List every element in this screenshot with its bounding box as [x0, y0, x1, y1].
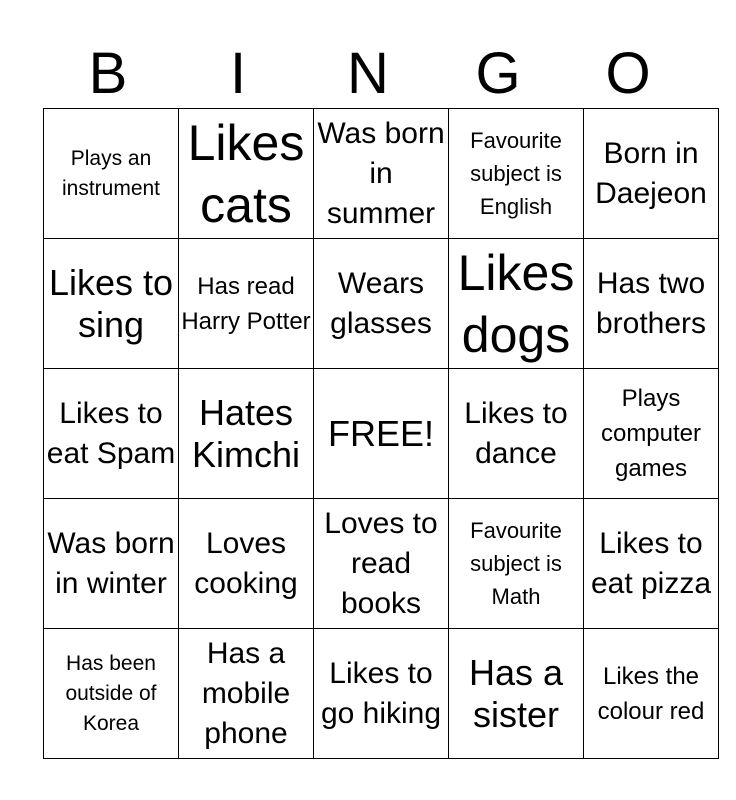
- cell-text: Likes cats: [187, 114, 305, 233]
- cell-text: Likes to dance: [464, 396, 568, 470]
- cell-text: Likes to eat pizza: [590, 526, 712, 600]
- bingo-cell[interactable]: [314, 629, 449, 759]
- cell-text: Hates Kimchi: [191, 391, 301, 475]
- cell-text: Likes dogs: [457, 244, 575, 363]
- bingo-cell[interactable]: [584, 109, 719, 239]
- bingo-cell[interactable]: [584, 239, 719, 369]
- header-letter-b: B: [88, 41, 128, 106]
- bingo-cell[interactable]: [44, 369, 179, 499]
- bingo-cell[interactable]: [314, 239, 449, 369]
- cell-text: Likes to go hiking: [320, 656, 442, 730]
- board-row: [44, 239, 719, 369]
- cell-text: Has a sister: [468, 651, 564, 735]
- bingo-cell[interactable]: [44, 629, 179, 759]
- cell-text: Favourite subject is English: [470, 128, 562, 219]
- header-letter-g: G: [475, 41, 521, 106]
- header-letter-i: I: [229, 41, 247, 106]
- free-space-label: FREE!: [327, 412, 434, 454]
- bingo-cell[interactable]: [584, 369, 719, 499]
- board-row: [44, 109, 719, 239]
- cell-text: Wears glasses: [330, 266, 432, 340]
- cell-text: Plays computer games: [600, 385, 702, 482]
- board-row: [44, 499, 719, 629]
- bingo-cell[interactable]: [449, 499, 584, 629]
- cell-text: Was born in winter: [47, 526, 175, 600]
- header-letter-n: N: [347, 41, 389, 106]
- cell-text: Has been outside of Korea: [65, 651, 157, 735]
- cell-text: Favourite subject is Math: [470, 518, 562, 609]
- cell-text: Has a mobile phone: [201, 636, 291, 750]
- header-letter-o: O: [605, 41, 651, 106]
- bingo-cell[interactable]: [44, 109, 179, 239]
- cell-text: Loves cooking: [194, 526, 298, 600]
- bingo-cell[interactable]: [314, 109, 449, 239]
- bingo-cell[interactable]: [44, 499, 179, 629]
- bingo-cell[interactable]: [314, 499, 449, 629]
- cell-text: Plays an instrument: [61, 146, 161, 200]
- board-row: [44, 629, 719, 759]
- bingo-cell[interactable]: [449, 629, 584, 759]
- bingo-cell[interactable]: [449, 109, 584, 239]
- bingo-board: [43, 108, 719, 759]
- cell-text: Was born in summer: [317, 116, 445, 230]
- bingo-cell[interactable]: [584, 629, 719, 759]
- bingo-cell[interactable]: [179, 369, 314, 499]
- cell-text: Born in Daejeon: [595, 136, 707, 210]
- cell-text: Loves to read books: [324, 506, 438, 620]
- bingo-cell[interactable]: [449, 239, 584, 369]
- board-row: [44, 369, 719, 499]
- cell-text: Likes the colour red: [597, 662, 705, 725]
- bingo-cell[interactable]: [179, 629, 314, 759]
- bingo-cell[interactable]: [179, 239, 314, 369]
- cell-text: Likes to sing: [48, 261, 174, 345]
- free-space-cell[interactable]: [314, 369, 449, 499]
- bingo-header: [43, 40, 693, 108]
- cell-text: Likes to eat Spam: [46, 396, 176, 470]
- bingo-cell[interactable]: [179, 109, 314, 239]
- bingo-cell[interactable]: [179, 499, 314, 629]
- bingo-cell[interactable]: [584, 499, 719, 629]
- cell-text: Has two brothers: [595, 266, 707, 340]
- bingo-cell[interactable]: [449, 369, 584, 499]
- cell-text: Has read Harry Potter: [181, 272, 311, 335]
- bingo-cell[interactable]: [44, 239, 179, 369]
